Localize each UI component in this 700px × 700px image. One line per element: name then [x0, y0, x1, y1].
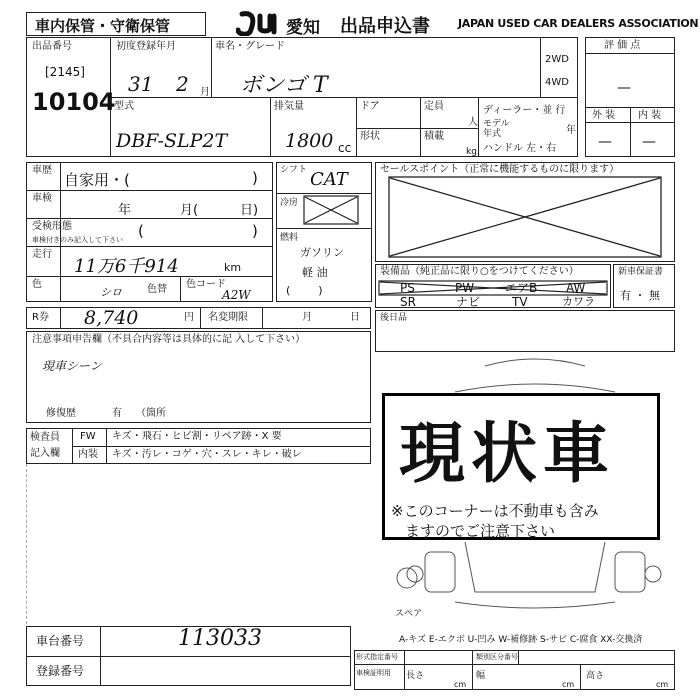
drive-4wd: 4WD [545, 77, 569, 88]
first-reg-label: 初度登録年月 [116, 41, 176, 52]
ac-label: 冷房 [280, 198, 299, 208]
cert-length-unit: cm [454, 680, 467, 689]
cert-label-2: 類別区分番号 [476, 653, 518, 661]
equipment-aw: AW [566, 281, 586, 295]
registration-label: 登録番号 [36, 664, 85, 678]
model-name-label: 車名・グレード [215, 41, 285, 52]
recv-sub: 車検付きのみ記入して下さい [32, 236, 123, 244]
notes-label: 注意事項申告欄（不具合内容等は具体的に記 入して下さい） [32, 334, 306, 345]
notes-value: 現車シーン [42, 359, 102, 373]
displacement-value: 1800 [285, 130, 334, 152]
color-label: 色 [32, 279, 42, 290]
repair-value: 有 [112, 408, 122, 419]
history-close: ) [252, 169, 258, 187]
inspector-label-2: 記入欄 [30, 448, 60, 459]
chassis-label: 車台番号 [36, 634, 85, 648]
displacement-unit: cc [338, 141, 352, 155]
model-year-label: モデル 年式 [483, 119, 510, 139]
equipment-kawara: カワラ [562, 295, 595, 308]
inspection-grid [26, 464, 372, 624]
lot-bracket-no: [2145] [45, 65, 85, 79]
mileage-label: 走行 [32, 249, 52, 260]
shift-label: シフト [280, 165, 308, 175]
sales-point-crossed [388, 176, 662, 258]
spare-label: スペア [395, 609, 423, 619]
chassis-value: 113033 [178, 626, 262, 651]
name-change-label: 名変期限 [208, 312, 248, 323]
rating-interior-value: — [642, 134, 656, 150]
r-ticket-label: R券 [32, 312, 49, 323]
inspector-fw-items: キズ・飛石・ヒビ割・リペア跡・X 要 [112, 431, 282, 442]
equipment-tv: TV [512, 295, 528, 309]
status-stamp [382, 393, 660, 540]
fuel-gas: ガソリン [300, 246, 344, 259]
load-label: 積載 [424, 131, 444, 142]
fuel-paren: ( ) [286, 284, 323, 297]
handle-label: ハンドル 左・右 [483, 143, 557, 154]
mileage-value: 11万6千914 [74, 256, 179, 277]
equipment-sr: SR [400, 295, 416, 309]
equipment-ps: PS [400, 281, 415, 295]
stamp-title: 現状車 [399, 415, 615, 492]
load-unit: kg [466, 147, 477, 157]
association-name: JAPAN USED CAR DEALERS ASSOCIATION [458, 17, 699, 30]
shift-value: CAT [310, 169, 348, 190]
r-ticket-row [26, 307, 371, 329]
dealer-label: ディーラー・並 行 [483, 105, 566, 116]
first-reg-month: 2 [176, 72, 189, 96]
color-code-label: 色コード [186, 279, 226, 290]
r-ticket-value: 8,740 [84, 307, 139, 329]
door-label: ドア [360, 101, 380, 112]
warranty-value: 有 ・ 無 [620, 289, 660, 302]
equipment-pw: PW [455, 281, 475, 295]
cert-label-1: 形式指定番号 [356, 653, 398, 661]
cert-width-label: 幅 [476, 671, 486, 681]
inspection-month: 月( [180, 203, 199, 218]
later-box [375, 310, 675, 352]
cert-width-unit: cm [562, 680, 575, 689]
r-ticket-unit: 円 [184, 312, 194, 323]
ac-crossed-box [303, 195, 359, 225]
rating-exterior-label: 外 装 [592, 110, 616, 121]
first-reg-month-unit: 月 [200, 87, 210, 98]
fuel-label: 燃料 [280, 233, 299, 243]
history-value: 自家用・( [64, 171, 130, 189]
recv-close: ) [252, 222, 258, 240]
equipment-label: 装備品（純正品に限り○をつけてください） [380, 266, 579, 277]
displacement-label: 排気量 [274, 101, 304, 112]
rating-interior-label: 内 装 [638, 110, 662, 121]
storage-label: 車内保管・守衛保管 [35, 17, 171, 35]
storage-box [26, 12, 206, 36]
later-label: 後日品 [380, 313, 408, 323]
history-label: 車歴 [32, 165, 52, 176]
capacity-label: 定員 [424, 101, 444, 112]
inspector-interior: 内装 [78, 449, 98, 460]
model-type-value: DBF-SLP2T [116, 130, 228, 152]
lot-label: 出品番号 [32, 41, 72, 52]
equipment-navi: ナビ [456, 295, 481, 309]
color-tone-label: 色替 [147, 284, 167, 295]
color-value: シロ [100, 286, 122, 299]
doc-title: 出品申込書 [340, 16, 430, 37]
inspection-label: 車検 [32, 193, 52, 204]
mileage-unit: km [224, 261, 242, 274]
cert-reg-label: 車検証明用 [356, 669, 391, 677]
cert-height-unit: cm [656, 680, 669, 689]
model-year-unit: 年 [566, 125, 576, 136]
lot-number: 10104 [32, 88, 116, 116]
recv-open: ( [138, 222, 144, 240]
inspection-year: 年 [118, 203, 132, 218]
sales-point-label: セールスポイント（正常に機能するものに限ります） [380, 164, 620, 175]
warranty-label: 新車保証書 [618, 267, 664, 277]
stamp-note-1: ※このコーナーは不動車も含み [391, 502, 599, 520]
name-change-day: 日 [350, 312, 360, 323]
color-code-value: A2W [222, 288, 251, 302]
fuel-diesel: 軽 油 [302, 266, 328, 279]
ju-logo [236, 10, 292, 36]
equipment-airbag: エアB [505, 281, 538, 295]
cert-length-label: 長さ [406, 671, 425, 681]
model-type-label: 型式 [114, 101, 134, 112]
inspector-interior-items: キズ・汚レ・コゲ・穴・スレ・キレ・破レ [112, 449, 302, 460]
name-change-month: 月 [302, 312, 312, 323]
inspector-label-1: 検査員 [30, 432, 60, 443]
repair-place: （箇所 [136, 408, 166, 419]
damage-legend: A-キズ E-エクボ U-凹み W-補修跡 S-サビ C-腐食 XX-交換済 [399, 635, 643, 645]
repair-label: 修復歴 [46, 408, 76, 419]
org-name: 愛知 [286, 18, 320, 38]
shape-label: 形状 [360, 131, 380, 142]
stamp-note-2: ますのでご注意下さい [405, 522, 556, 540]
rating-exterior-value: — [598, 134, 612, 150]
inspector-fw: FW [80, 431, 96, 442]
model-name-value: ボンゴ T [240, 73, 328, 98]
rating-label: 評 価 点 [604, 40, 641, 51]
cert-height-label: 高さ [586, 671, 605, 681]
first-reg-year: 31 [128, 72, 154, 96]
recv-label: 受検形態 [32, 221, 72, 232]
drive-2wd: 2WD [545, 54, 569, 65]
inspection-day: 日) [240, 203, 259, 218]
rating-value: — [617, 80, 631, 96]
capacity-unit: 人 [468, 117, 478, 128]
